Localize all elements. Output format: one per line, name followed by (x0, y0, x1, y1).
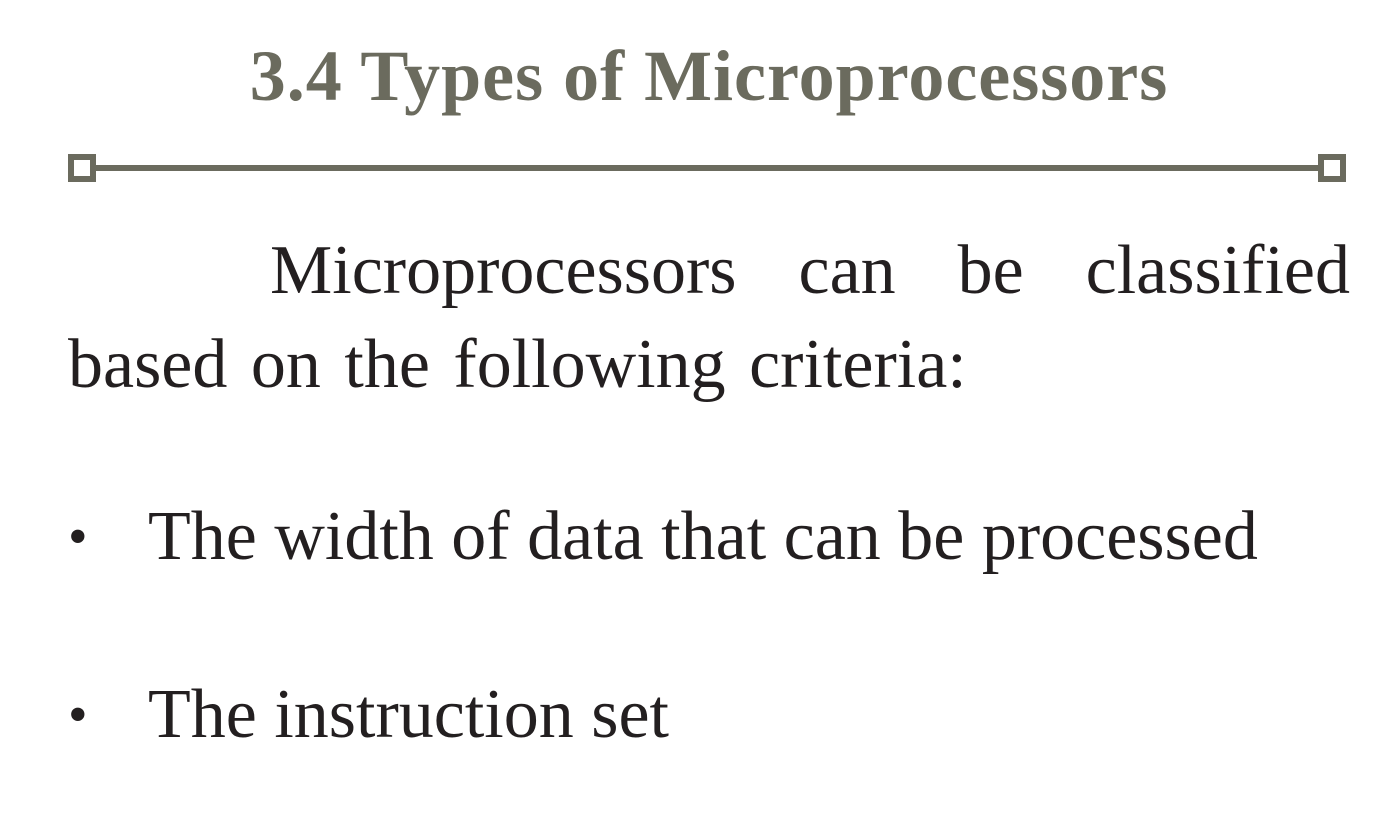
bullet-icon: • (68, 506, 88, 568)
bullet-icon: • (68, 684, 88, 746)
list-item-text: The width of data that can be processed (148, 498, 1258, 575)
list-item (68, 490, 1368, 668)
divider-right-cap (1318, 154, 1346, 182)
list-item (68, 668, 1368, 837)
divider-left-cap (68, 154, 96, 182)
criteria-list (68, 490, 1368, 837)
section-title: 3.4 Types of Microprocessors (249, 36, 1169, 116)
divider-line (94, 165, 1320, 171)
intro-paragraph: Microprocessors can be classified based on the following criteria: (68, 232, 1350, 403)
title-divider (68, 154, 1346, 182)
list-item-text: The instruction set (148, 676, 670, 753)
